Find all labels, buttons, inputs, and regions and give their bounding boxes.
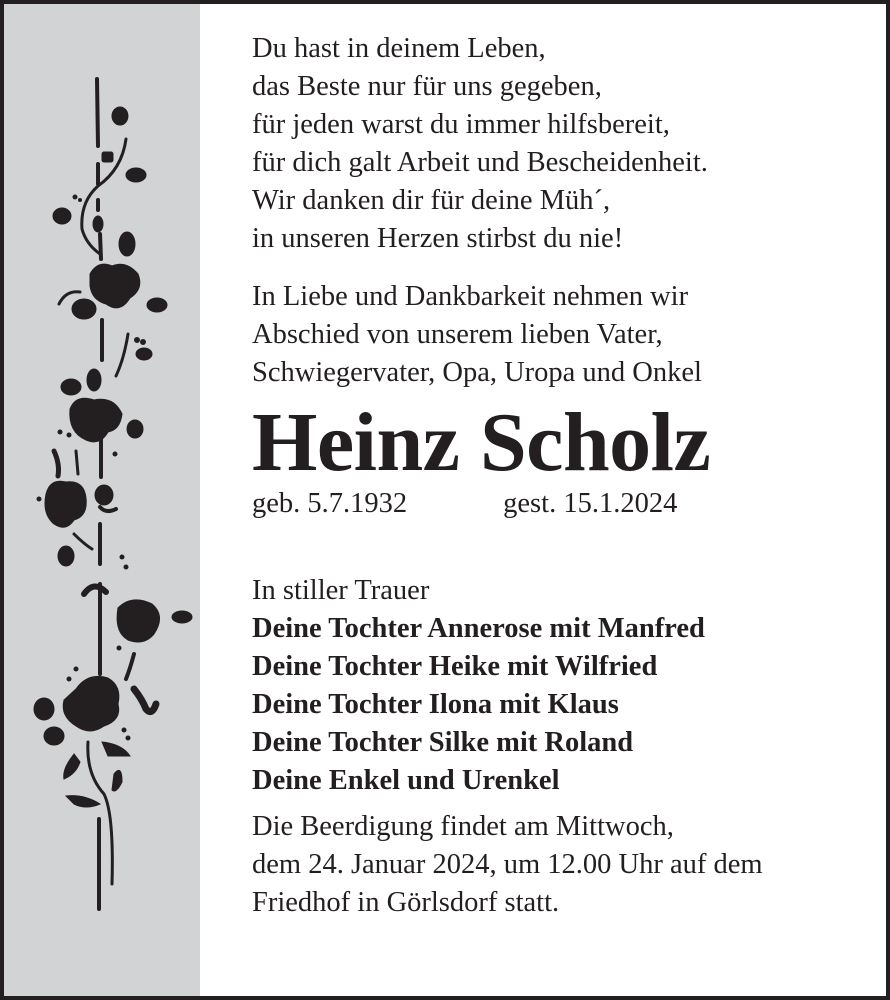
flower-vine-icon bbox=[4, 4, 200, 996]
mourners bbox=[252, 572, 872, 800]
mourner-name: Deine Tochter Heike mit Wilfried bbox=[252, 651, 658, 682]
mourner-name: Deine Tochter Ilona mit Klaus bbox=[252, 689, 619, 720]
poem-line: für jeden warst du immer hilfsbereit, bbox=[252, 109, 670, 140]
death-date: gest. 15.1.2024 bbox=[503, 488, 678, 519]
poem bbox=[252, 30, 872, 258]
mourners-heading: In stiller Trauer bbox=[252, 575, 430, 606]
intro-line: In Liebe und Dankbarkeit nehmen wir bbox=[252, 281, 689, 312]
intro-line: Abschied von unserem lieben Vater, bbox=[252, 319, 663, 350]
intro-text bbox=[252, 278, 872, 392]
funeral-line: Friedhof in Görlsdorf statt. bbox=[252, 887, 560, 918]
intro-line: Schwiegervater, Opa, Uropa und Onkel bbox=[252, 357, 702, 388]
decorative-side-panel bbox=[4, 4, 200, 996]
poem-line: Du hast in deinem Leben, bbox=[252, 33, 546, 64]
birth-date: geb. 5.7.1932 bbox=[252, 488, 408, 519]
funeral-line: Die Beerdigung findet am Mittwoch, bbox=[252, 811, 674, 842]
life-dates bbox=[252, 486, 872, 522]
mourner-name: Deine Tochter Silke mit Roland bbox=[252, 727, 634, 758]
poem-line: für dich galt Arbeit und Bescheidenheit. bbox=[252, 147, 708, 178]
poem-line: Wir danken dir für deine Müh´, bbox=[252, 185, 611, 216]
funeral-info bbox=[252, 808, 872, 922]
mourner-name: Deine Tochter Annerose mit Manfred bbox=[252, 613, 705, 644]
obituary-content bbox=[252, 30, 872, 922]
funeral-line: dem 24. Januar 2024, um 12.00 Uhr auf dem bbox=[252, 849, 763, 880]
deceased-name: Heinz Scholz bbox=[252, 396, 711, 489]
poem-line: das Beste nur für uns gegeben, bbox=[252, 71, 602, 102]
mourner-name: Deine Enkel und Urenkel bbox=[252, 765, 560, 796]
poem-line: in unseren Herzen stirbst du nie! bbox=[252, 223, 624, 254]
